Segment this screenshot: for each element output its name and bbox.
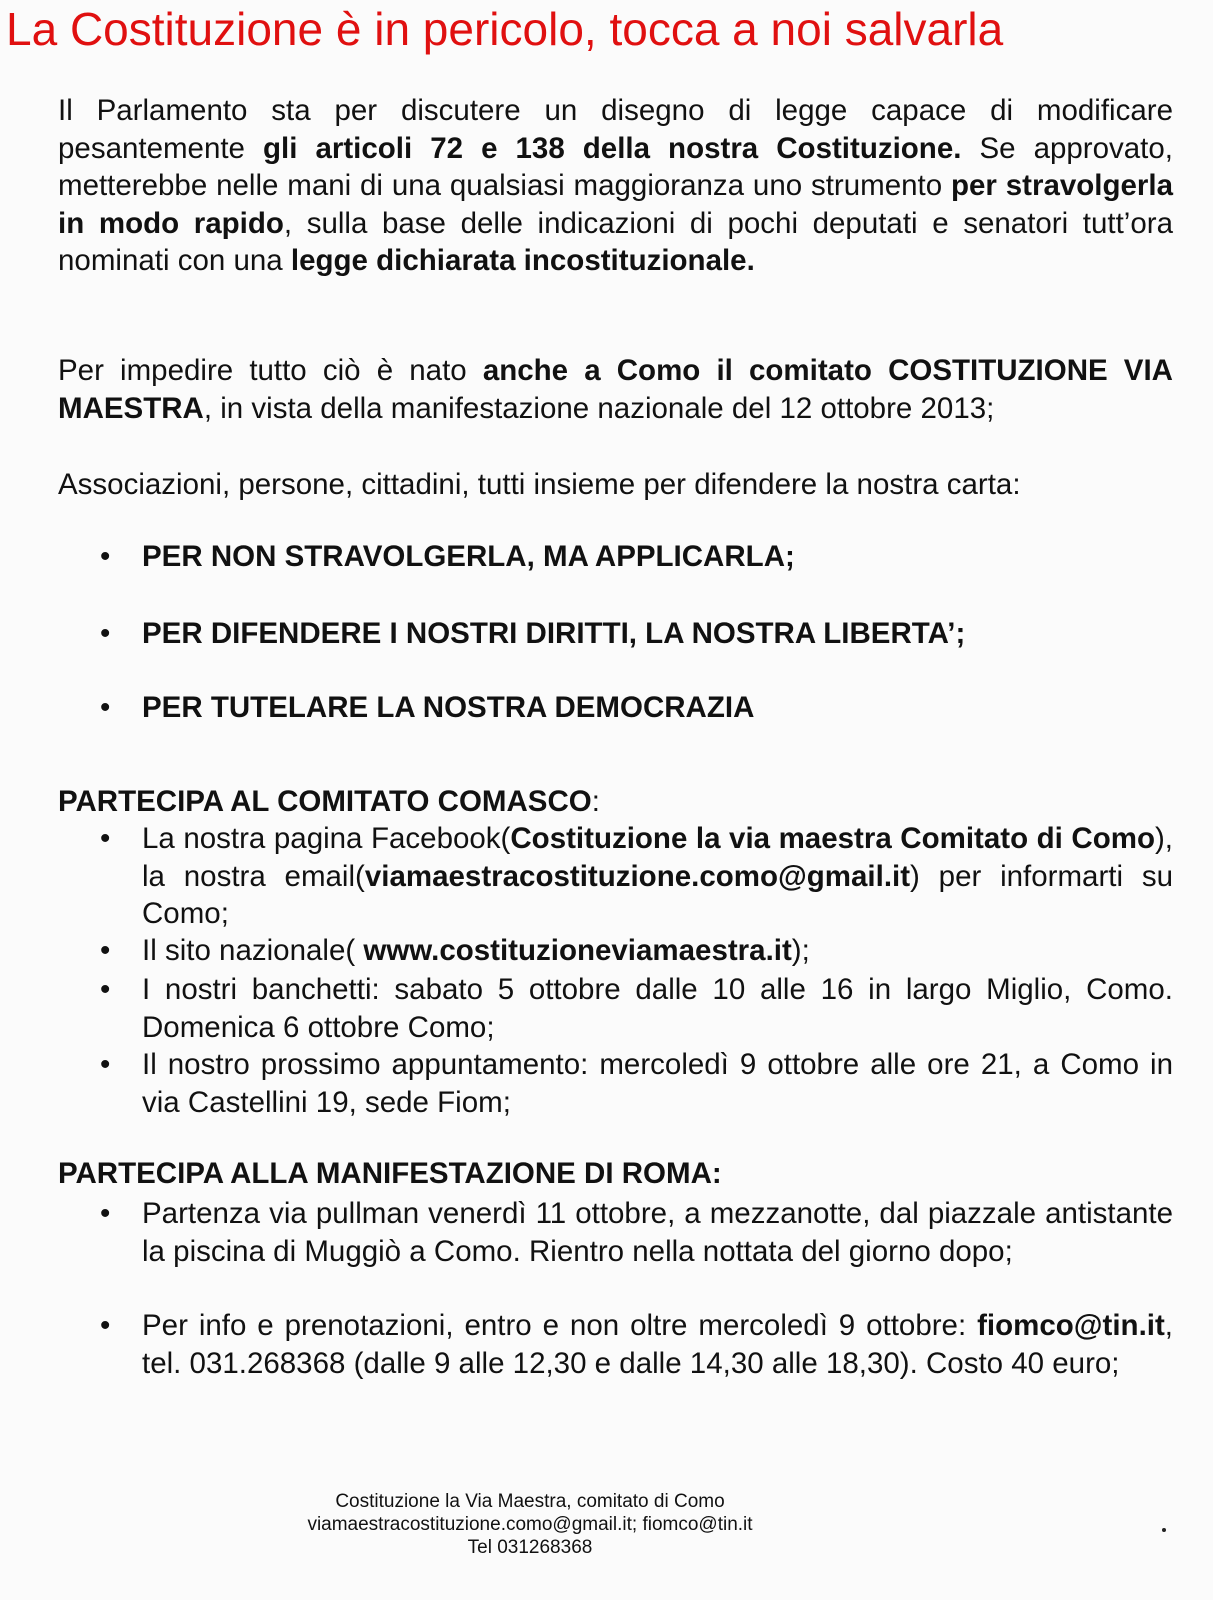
bullet-icon: • xyxy=(100,1309,111,1342)
item-text: Per info e prenotazioni, entro e non oltre mercoledì 9 ottobre: xyxy=(142,1309,978,1342)
intro-paragraph xyxy=(58,92,1173,280)
section-heading-comitato xyxy=(58,785,600,819)
item-text: ); xyxy=(791,934,810,967)
bullet-icon: • xyxy=(100,934,111,967)
bullet-icon: • xyxy=(100,822,111,855)
bold-bullet-text: PER DIFENDERE I NOSTRI DIRITTI, LA NOSTRA LIBERTA’; xyxy=(142,617,966,650)
item-text: Il sito nazionale( xyxy=(142,934,364,967)
section-heading-roma: PARTECIPA ALLA MANIFESTAZIONE DI ROMA: xyxy=(58,1157,722,1190)
list-item-prenotazioni xyxy=(100,1307,1173,1382)
bullet-icon: • xyxy=(100,540,111,573)
bullet-icon: • xyxy=(100,973,111,1006)
intro-text-2: Se approvato, metterebbe nelle mani di una qualsiasi maggioranza uno strumento xyxy=(58,131,1173,202)
bold-bullet-text: PER NON STRAVOLGERLA, MA APPLICARLA; xyxy=(142,540,795,573)
list-item-website xyxy=(100,932,1173,970)
list-item-facebook xyxy=(100,820,1173,933)
bullet-icon: • xyxy=(100,1197,111,1230)
stray-dot xyxy=(1162,1528,1166,1532)
committee-paragraph xyxy=(58,352,1173,427)
committee-bold: anche a Como il comitato COSTITUZIONE VIA MAESTRA xyxy=(58,354,1173,425)
bold-bullet-text: PER TUTELARE LA NOSTRA DEMOCRAZIA xyxy=(142,691,755,724)
bullet-icon: • xyxy=(100,617,111,650)
committee-text-1: Per impedire tutto ciò è nato xyxy=(58,354,483,387)
item-text: ), la nostra email( xyxy=(142,822,1173,893)
facebook-page-name: Costituzione la via maestra Comitato di Como xyxy=(510,822,1155,855)
item-text: I nostri banchetti: sabato 5 ottobre dalle 10 alle 16 in largo Miglio, Como. Domenica 6 ottobre Como; xyxy=(142,973,1173,1044)
intro-bold-stravolgerla: per stravolgerla in modo rapido xyxy=(58,169,1173,240)
list-item-banchetti xyxy=(100,971,1173,1046)
item-text: La nostra pagina Facebook( xyxy=(142,822,511,855)
section-heading-colon: : xyxy=(591,785,600,818)
footer-line: Costituzione la Via Maestra, comitato di Como xyxy=(335,1491,725,1512)
intro-text-3: , sulla base delle indicazioni di pochi deputati e senatori tutt’ora nominati con una xyxy=(58,206,1173,277)
footer xyxy=(0,1490,1060,1559)
list-item-appuntamento xyxy=(100,1046,1173,1121)
item-text: ) per informarti su Como; xyxy=(142,859,1173,930)
email-address: viamaestracostituzione.como@gmail.it xyxy=(364,859,911,893)
bullet-icon: • xyxy=(100,1048,111,1081)
committee-text-2: , in vista della manifestazione nazionale del 12 ottobre 2013; xyxy=(203,391,995,425)
footer-line: Tel 031268368 xyxy=(467,1537,593,1558)
bullet-icon: • xyxy=(100,691,111,724)
list-item-partenza xyxy=(100,1195,1173,1270)
section-heading-text: PARTECIPA AL COMITATO COMASCO xyxy=(58,785,592,818)
contact-email: fiomco@tin.it xyxy=(977,1309,1165,1342)
intro-bold-legge: legge dichiarata incostituzionale. xyxy=(290,244,755,277)
intro-bold-articles: gli articoli 72 e 138 della nostra Costituzione. xyxy=(263,131,962,165)
associations-paragraph: Associazioni, persone, cittadini, tutti insieme per difendere la nostra carta: xyxy=(58,468,1021,501)
website-url: www.costituzioneviamaestra.it xyxy=(363,934,792,967)
item-text: Il nostro prossimo appuntamento: mercoledì 9 ottobre alle ore 21, a Como in via Castellini 19, sede Fiom; xyxy=(142,1048,1173,1119)
item-text: , tel. 031.268368 (dalle 9 alle 12,30 e dalle 14,30 alle 18,30). Costo 40 euro; xyxy=(142,1309,1173,1380)
page-title: La Costituzione è in pericolo, tocca a noi salvarla xyxy=(6,3,1004,55)
footer-line: viamaestracostituzione.como@gmail.it; fiomco@tin.it xyxy=(307,1514,753,1535)
item-text: Partenza via pullman venerdì 11 ottobre, a mezzanotte, dal piazzale antistante la piscina di Muggiò a Como. Rientro nella nottata del giorno dopo; xyxy=(142,1197,1173,1268)
intro-text-1: Il Parlamento sta per discutere un disegno di legge capace di modificare pesantemente xyxy=(58,94,1173,165)
